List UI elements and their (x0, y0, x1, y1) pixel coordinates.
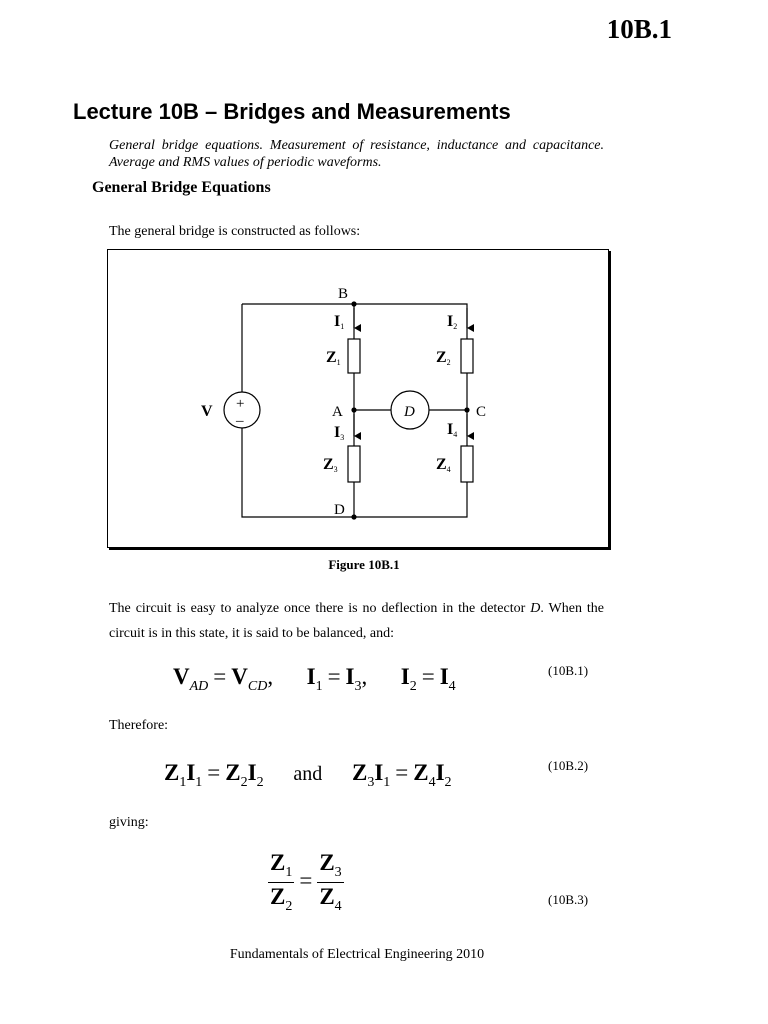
balance-text-line-1: The circuit is easy to analyze once there is no deflection in the detector (109, 601, 526, 616)
current-i1-label: I1 (334, 313, 345, 331)
equation-number-10b3: (10B.3) (548, 892, 589, 907)
node-c-dot (464, 407, 469, 412)
source-minus-sign: – (236, 413, 244, 429)
impedance-z1-label: Z1 (326, 349, 341, 367)
impedance-z4-label: Z4 (436, 456, 451, 474)
node-a-label: A (332, 404, 343, 420)
impedance-z2-label: Z2 (436, 349, 451, 367)
node-d-dot (351, 514, 356, 519)
balance-detector-symbol: D (530, 601, 541, 616)
source-plus-sign: + (236, 396, 245, 412)
lecture-title: Lecture 10B – Bridges and Measurements (73, 99, 511, 124)
node-b-label: B (338, 286, 349, 302)
balance-text-line-2: When the circuit is in this state, it is said to be balanced, and: (109, 601, 605, 641)
equation-10b1: $V_{AD} = V_{CD}$, $I_1 = I_3$, $I_2 = I_4$ (173, 664, 456, 694)
equation-number-10b2: (10B.2) (548, 758, 589, 773)
node-a-dot (351, 407, 356, 412)
giving-text: giving: (109, 815, 149, 830)
therefore-text: Therefore: (109, 718, 169, 733)
detector-label: D (404, 404, 415, 420)
equation-number-10b1: (10B.1) (548, 663, 589, 678)
balance-period: . (540, 601, 544, 616)
balance-paragraph (109, 596, 604, 646)
node-d-label: D (334, 502, 345, 518)
impedance-z1-symbol (348, 339, 360, 373)
page-footer: Fundamentals of Electrical Engineering 2010 (229, 947, 485, 962)
section-heading: General Bridge Equations (92, 179, 271, 196)
equation-10b3: $\frac{Z_1}{Z_2}$ = $\frac{Z_3}{Z_4}$ (270, 850, 342, 914)
lecture-summary: General bridge equations. Measurement of resistance, inductance and capacitance. Average and RMS values of periodic waveforms. (109, 138, 604, 170)
current-i2-label: I2 (447, 313, 458, 331)
page-number: 10B.1 (606, 14, 672, 44)
node-b-dot (351, 301, 356, 306)
source-label: V (201, 403, 213, 420)
equation-10b2: $Z_1I_1 = Z_2I_2$ and $Z_3I_1 = Z_4I_2$ (164, 760, 452, 790)
fraction-z1-over-z2: $\frac{Z_1}{Z_2}$ (270, 850, 293, 914)
fraction-z3-over-z4: $\frac{Z_3}{Z_4}$ (319, 850, 342, 914)
node-c-label: C (476, 404, 487, 420)
figure-caption: Figure 10B.1 (328, 557, 400, 572)
impedance-z3-label: Z3 (323, 456, 338, 474)
impedance-z3-symbol (348, 446, 360, 482)
current-i4-label: I4 (447, 421, 458, 439)
intro-paragraph: The general bridge is constructed as follows: (109, 224, 361, 239)
impedance-z2-symbol (461, 339, 473, 373)
impedance-z4-symbol (461, 446, 473, 482)
current-i3-label: I3 (334, 424, 345, 442)
